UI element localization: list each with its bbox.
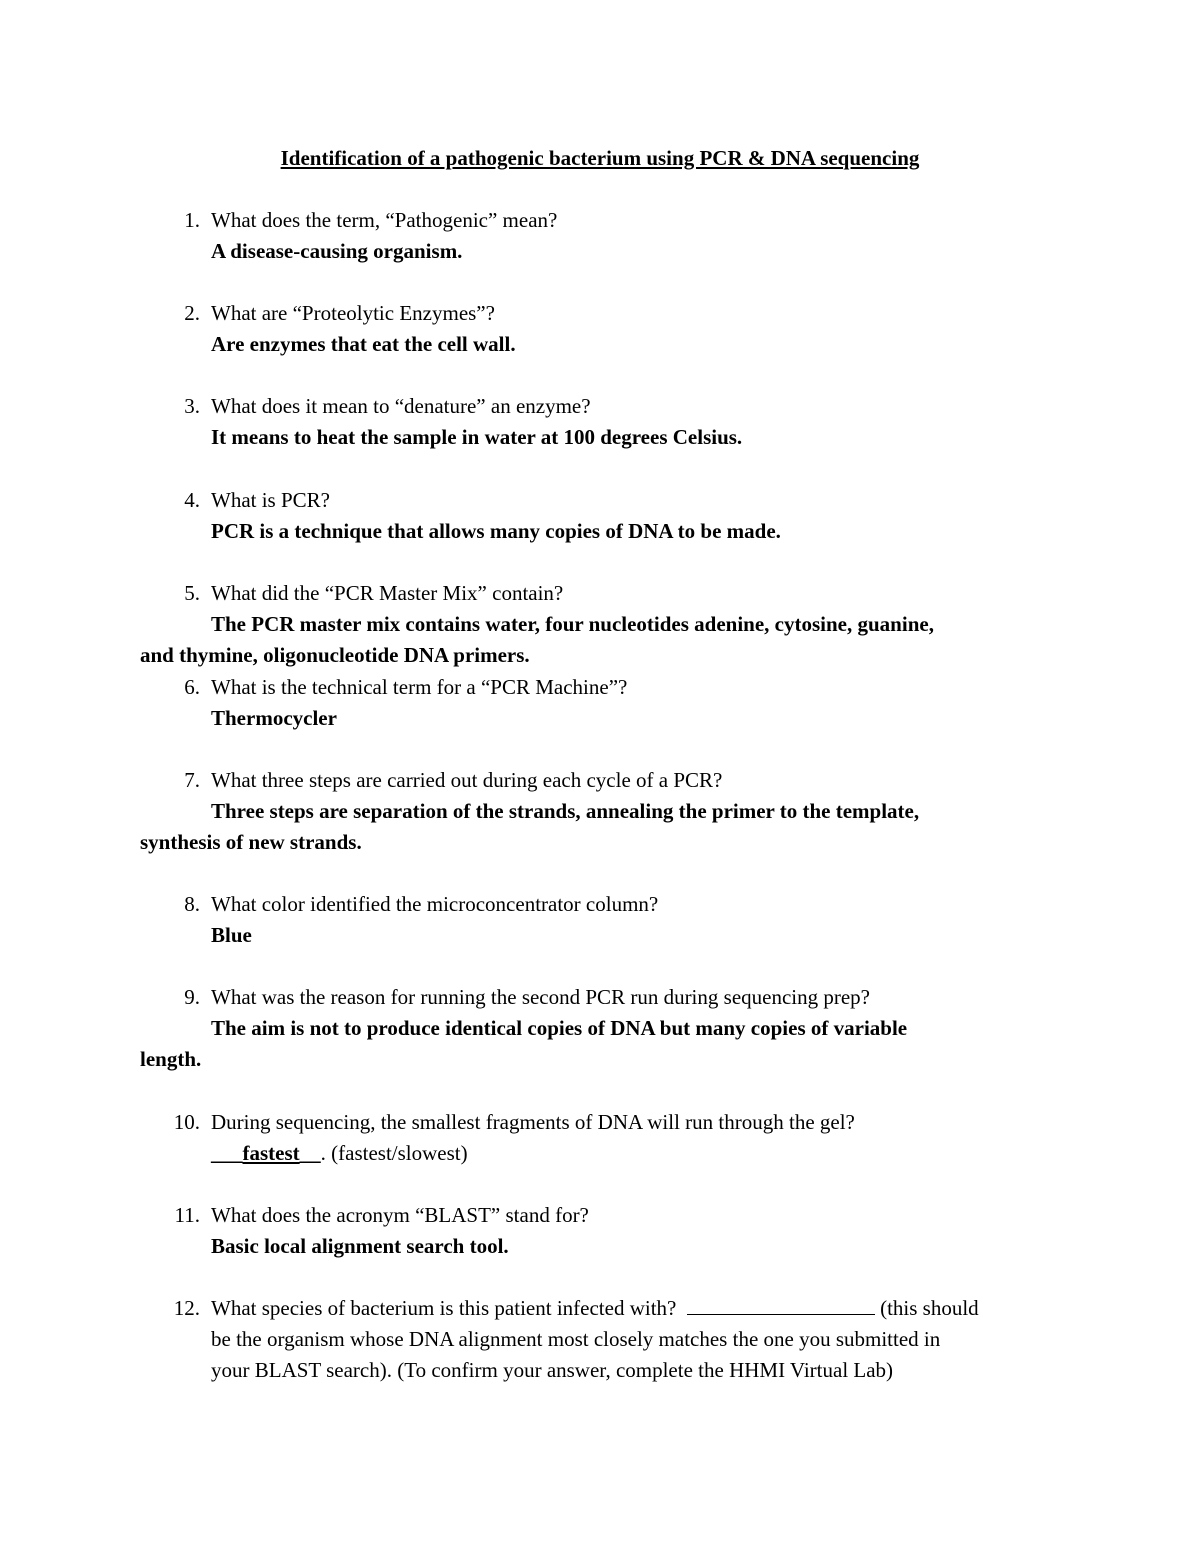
question-2: What are “Proteolytic Enzymes”? [211, 301, 495, 325]
question-4: What is PCR? [211, 488, 330, 512]
question-5: What did the “PCR Master Mix” contain? [211, 581, 564, 605]
answer-7: Three steps are separation of the strands, annealing the primer to the template, [211, 799, 920, 823]
item-number: 2. [184, 301, 200, 325]
question-3: What does it mean to “denature” an enzyme? [211, 394, 591, 418]
item-number: 7. [184, 768, 200, 792]
answer-10-blank-lead: ___ [211, 1141, 243, 1165]
item-number: 3. [184, 394, 200, 418]
item-number: 1. [184, 208, 200, 232]
answer-5-continued: and thymine, oligonucleotide DNA primers. [140, 643, 530, 667]
item-number: 5. [184, 581, 200, 605]
answer-8: Blue [211, 923, 252, 947]
answer-10-value: fastest [242, 1141, 300, 1165]
item-number: 12. [173, 1296, 200, 1320]
item-number: 9. [184, 985, 200, 1009]
item-number: 10. [173, 1110, 200, 1134]
question-8: What color identified the microconcentrator column? [211, 892, 659, 916]
question-9: What was the reason for running the second PCR run during sequencing prep? [211, 985, 870, 1009]
answer-7-continued: synthesis of new strands. [140, 830, 362, 854]
answer-4: PCR is a technique that allows many copies of DNA to be made. [211, 519, 781, 543]
page-title: Identification of a pathogenic bacterium using PCR & DNA sequencing [280, 146, 920, 170]
question-6: What is the technical term for a “PCR Machine”? [211, 675, 628, 699]
answer-blank-line[interactable] [687, 1296, 875, 1315]
item-number: 6. [184, 675, 200, 699]
answer-10-blank-trail: __ [299, 1141, 321, 1165]
answer-9: The aim is not to produce identical copies of DNA but many copies of variable [211, 1016, 908, 1040]
item-number: 8. [184, 892, 200, 916]
answer-2: Are enzymes that eat the cell wall. [211, 332, 516, 356]
answer-6: Thermocycler [211, 706, 337, 730]
answer-11: Basic local alignment search tool. [211, 1234, 509, 1258]
item-number: 11. [174, 1203, 200, 1227]
answer-9-continued: length. [140, 1047, 202, 1071]
answer-10 [211, 1138, 468, 1169]
question-12-text: What species of bacterium is this patient infected with? [211, 1296, 677, 1320]
item-number: 4. [184, 488, 200, 512]
answer-1: A disease-causing organism. [211, 239, 463, 263]
question-10: During sequencing, the smallest fragments of DNA will run through the gel? [211, 1110, 855, 1134]
question-12 [211, 1293, 979, 1324]
answer-10-options: . (fastest/slowest) [320, 1141, 468, 1165]
question-12-after: (this should [880, 1296, 979, 1320]
answer-5: The PCR master mix contains water, four nucleotides adenine, cytosine, guanine, [211, 612, 934, 636]
question-12-line-3: your BLAST search). (To confirm your answer, complete the HHMI Virtual Lab) [211, 1358, 894, 1382]
answer-3: It means to heat the sample in water at 100 degrees Celsius. [211, 425, 743, 449]
question-11: What does the acronym “BLAST” stand for? [211, 1203, 589, 1227]
question-1: What does the term, “Pathogenic” mean? [211, 208, 558, 232]
question-7: What three steps are carried out during each cycle of a PCR? [211, 768, 723, 792]
question-12-line-2: be the organism whose DNA alignment most closely matches the one you submitted in [211, 1327, 941, 1351]
